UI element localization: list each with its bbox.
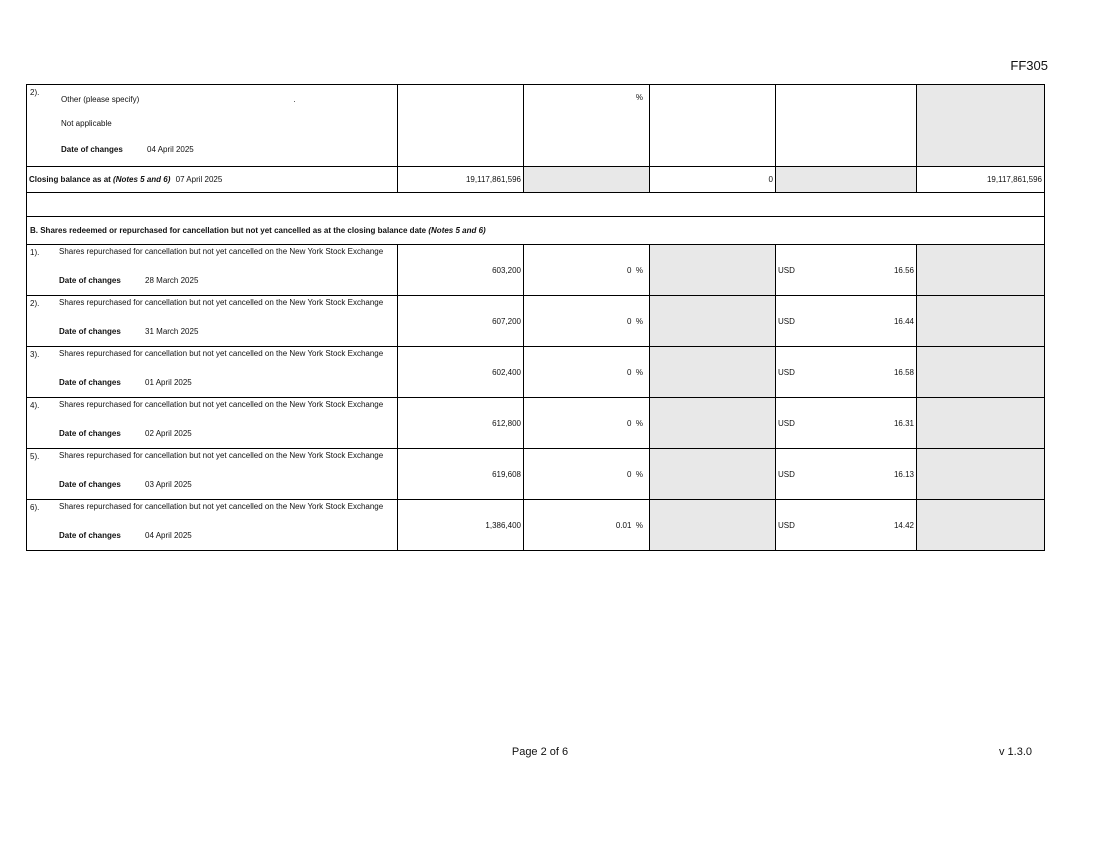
repurchase-description-cell	[27, 449, 398, 500]
repurchase-percent: 0	[626, 316, 632, 326]
row-index: 1).	[30, 248, 40, 257]
repurchase-shares: 603,200	[398, 245, 524, 296]
other-shares-cell	[398, 85, 524, 167]
repurchase-shares: 602,400	[398, 347, 524, 398]
repurchase-currency: USD	[778, 316, 795, 326]
other-description-cell	[27, 85, 398, 167]
row-index: 3).	[30, 350, 40, 359]
version-label: v 1.3.0	[998, 746, 1032, 758]
repurchase-shares: 1,386,400	[398, 500, 524, 551]
repurchase-description: Shares repurchased for cancellation but not yet cancelled on the New York Stock Exchange	[59, 451, 384, 460]
repurchase-shares: 607,200	[398, 296, 524, 347]
repurchase-price: 16.58	[893, 367, 914, 377]
repurchase-row	[27, 500, 1045, 551]
closing-label: Closing balance as at	[29, 175, 111, 184]
date-label: Date of changes	[59, 531, 121, 540]
repurchase-percent-cell	[524, 449, 650, 500]
date-label: Date of changes	[59, 480, 121, 489]
percent-symbol: %	[635, 367, 643, 377]
row-index: 2).	[30, 88, 40, 97]
date-label: Date of changes	[59, 429, 121, 438]
percent-symbol: %	[635, 316, 643, 326]
repurchase-total-cell	[917, 449, 1045, 500]
repurchase-percent-cell	[524, 347, 650, 398]
repurchase-row	[27, 296, 1045, 347]
repurchase-row	[27, 245, 1045, 296]
closing-grey-cell	[524, 167, 650, 193]
repurchase-row	[27, 449, 1045, 500]
closing-total: 19,117,861,596	[917, 167, 1045, 193]
form-code: FF305	[1010, 58, 1048, 73]
repurchase-grey-cell	[650, 347, 776, 398]
repurchase-price: 16.31	[893, 418, 914, 428]
repurchase-shares: 619,608	[398, 449, 524, 500]
repurchase-description-cell	[27, 347, 398, 398]
repurchase-price: 16.13	[893, 469, 914, 479]
date-value: 28 March 2025	[145, 276, 199, 285]
repurchase-description: Shares repurchased for cancellation but not yet cancelled on the New York Stock Exchange	[59, 400, 384, 409]
other-col4-cell	[650, 85, 776, 167]
date-of-changes	[27, 371, 397, 387]
date-of-changes	[27, 473, 397, 489]
repurchase-grey-cell	[650, 500, 776, 551]
other-row	[27, 85, 1045, 167]
repurchase-price: 14.42	[893, 520, 914, 530]
section-b-rows	[27, 245, 1045, 551]
repurchase-percent: 0	[626, 265, 632, 275]
percent-symbol: %	[635, 469, 643, 479]
repurchase-price-cell	[776, 245, 917, 296]
date-value: 31 March 2025	[145, 327, 199, 336]
row-index: 6).	[30, 503, 40, 512]
repurchase-percent: 0	[626, 418, 632, 428]
repurchase-shares: 612,800	[398, 398, 524, 449]
date-of-changes	[27, 128, 397, 154]
date-value: 03 April 2025	[145, 480, 192, 489]
date-value: 04 April 2025	[145, 531, 192, 540]
closing-col4: 0	[650, 167, 776, 193]
closing-grey-cell-2	[776, 167, 917, 193]
date-label: Date of changes	[61, 145, 123, 154]
repurchase-description: Shares repurchased for cancellation but not yet cancelled on the New York Stock Exchange	[59, 502, 384, 511]
row-index: 5).	[30, 452, 40, 461]
repurchase-grey-cell	[650, 296, 776, 347]
other-label: Other (please specify)	[61, 95, 140, 104]
repurchase-description-cell	[27, 245, 398, 296]
repurchase-price: 16.44	[893, 316, 914, 326]
other-specify-text: Not applicable	[61, 119, 112, 128]
repurchase-percent-cell	[524, 398, 650, 449]
date-value: 01 April 2025	[145, 378, 192, 387]
repurchase-grey-cell	[650, 245, 776, 296]
date-value: 02 April 2025	[145, 429, 192, 438]
repurchase-price-cell	[776, 398, 917, 449]
date-of-changes	[27, 422, 397, 438]
section-b-heading-row	[27, 217, 1045, 245]
repurchase-grey-cell	[650, 398, 776, 449]
section-b-title: B. Shares redeemed or repurchased for cancellation but not yet cancelled as at the closing balance date	[30, 226, 427, 235]
repurchase-row	[27, 398, 1045, 449]
repurchase-description-cell	[27, 500, 398, 551]
repurchase-currency: USD	[778, 418, 795, 428]
repurchase-percent: 0.01	[615, 520, 632, 530]
repurchase-percent: 0	[626, 469, 632, 479]
date-label: Date of changes	[59, 327, 121, 336]
repurchase-row	[27, 347, 1045, 398]
closing-shares: 19,117,861,596	[398, 167, 524, 193]
other-total-cell	[917, 85, 1045, 167]
repurchase-currency: USD	[778, 367, 795, 377]
repurchase-percent: 0	[626, 367, 632, 377]
date-label: Date of changes	[59, 378, 121, 387]
repurchase-total-cell	[917, 245, 1045, 296]
repurchase-description: Shares repurchased for cancellation but not yet cancelled on the New York Stock Exchange	[59, 247, 384, 256]
spacer-cell	[27, 193, 1045, 217]
row-index: 4).	[30, 401, 40, 410]
repurchase-total-cell	[917, 500, 1045, 551]
repurchase-description-cell	[27, 398, 398, 449]
section-b-heading	[27, 217, 1045, 245]
repurchase-grey-cell	[650, 449, 776, 500]
form-table	[26, 84, 1044, 551]
repurchase-price: 16.56	[893, 265, 914, 275]
other-percent-cell	[524, 85, 650, 167]
repurchase-total-cell	[917, 296, 1045, 347]
repurchase-percent-cell	[524, 245, 650, 296]
repurchase-currency: USD	[778, 469, 795, 479]
row-index: 2).	[30, 299, 40, 308]
section-b-notes: (Notes 5 and 6)	[428, 226, 486, 235]
repurchase-percent-cell	[524, 296, 650, 347]
repurchase-description-cell	[27, 296, 398, 347]
closing-label-cell	[27, 167, 398, 193]
date-of-changes	[27, 524, 397, 540]
repurchase-percent-cell	[524, 500, 650, 551]
date-of-changes	[27, 269, 397, 285]
date-of-changes	[27, 320, 397, 336]
page-number: Page 2 of 6	[511, 746, 569, 758]
repurchase-description: Shares repurchased for cancellation but not yet cancelled on the New York Stock Exchange	[59, 349, 384, 358]
repurchase-currency: USD	[778, 520, 795, 530]
repurchase-total-cell	[917, 347, 1045, 398]
closing-date: 07 April 2025	[175, 175, 223, 184]
closing-balance-row	[27, 167, 1045, 193]
other-col5-cell	[776, 85, 917, 167]
percent-symbol: %	[635, 265, 643, 275]
repurchase-price-cell	[776, 449, 917, 500]
date-label: Date of changes	[59, 276, 121, 285]
date-value: 04 April 2025	[147, 145, 194, 154]
percent-symbol: %	[635, 520, 643, 530]
repurchase-description: Shares repurchased for cancellation but not yet cancelled on the New York Stock Exchange	[59, 298, 384, 307]
repurchase-price-cell	[776, 296, 917, 347]
spacer-row	[27, 193, 1045, 217]
percent-symbol: %	[635, 93, 643, 102]
repurchase-price-cell	[776, 347, 917, 398]
repurchase-currency: USD	[778, 265, 795, 275]
percent-symbol: %	[635, 418, 643, 428]
other-dot: .	[293, 95, 296, 104]
closing-notes: (Notes 5 and 6)	[113, 175, 171, 184]
repurchase-total-cell	[917, 398, 1045, 449]
repurchase-price-cell	[776, 500, 917, 551]
